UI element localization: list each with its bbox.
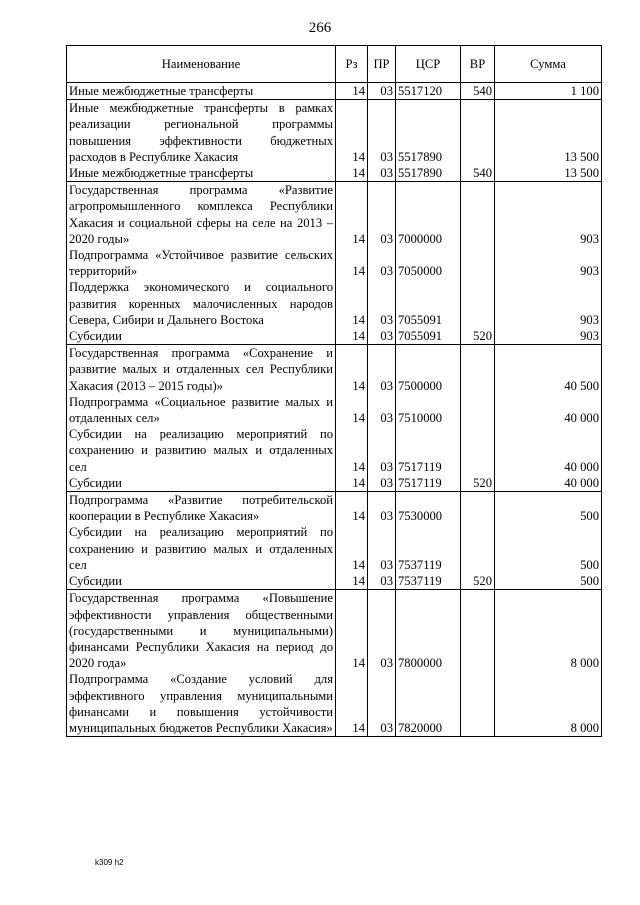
cell-pr: 03: [368, 100, 396, 165]
table-row: [67, 182, 602, 247]
cell-name: Подпрограмма «Развитие потребительской кооперации в Республике Хакасия»: [67, 492, 336, 525]
table-body: [67, 83, 602, 737]
cell-sum: 1 100: [495, 83, 602, 100]
cell-sum: 40 000: [495, 426, 602, 475]
header-csr: ЦСР: [396, 46, 461, 83]
cell-csr: 7820000: [396, 671, 461, 736]
cell-csr: 5517890: [396, 165, 461, 182]
cell-rz: 14: [336, 590, 368, 672]
cell-sum: 903: [495, 182, 602, 247]
table-row: [67, 165, 602, 182]
cell-sum: 8 000: [495, 590, 602, 672]
cell-sum: 13 500: [495, 165, 602, 182]
cell-rz: 14: [336, 475, 368, 492]
cell-name: Государственная программа «Сохранение и развитие малых и отдаленных сел Республики Хакасия (2013 – 2015 годы)»: [67, 345, 336, 394]
cell-vr: 520: [461, 475, 495, 492]
header-name: Наименование: [67, 46, 336, 83]
cell-rz: 14: [336, 573, 368, 590]
cell-csr: 7050000: [396, 247, 461, 279]
table-row: [67, 279, 602, 328]
cell-rz: 14: [336, 100, 368, 165]
table-row: [67, 590, 602, 672]
cell-pr: 03: [368, 671, 396, 736]
cell-pr: 03: [368, 492, 396, 525]
cell-vr: 520: [461, 328, 495, 345]
table-row: [67, 83, 602, 100]
cell-vr: [461, 182, 495, 247]
cell-vr: [461, 524, 495, 573]
cell-csr: 7055091: [396, 279, 461, 328]
header-rz: Рз: [336, 46, 368, 83]
cell-rz: 14: [336, 328, 368, 345]
cell-csr: 7000000: [396, 182, 461, 247]
cell-vr: [461, 590, 495, 672]
table-row: [67, 100, 602, 165]
cell-pr: 03: [368, 279, 396, 328]
cell-csr: 7510000: [396, 394, 461, 426]
cell-name: Подпрограмма «Создание условий для эффективного управления муниципальными финансами и повышения устойчивости муниципальных бюджетов Республики Хакасия»: [67, 671, 336, 736]
cell-name: Подпрограмма «Устойчивое развитие сельских территорий»: [67, 247, 336, 279]
cell-rz: 14: [336, 426, 368, 475]
cell-pr: 03: [368, 573, 396, 590]
cell-vr: [461, 345, 495, 394]
cell-vr: [461, 247, 495, 279]
cell-pr: 03: [368, 247, 396, 279]
cell-csr: 7500000: [396, 345, 461, 394]
cell-rz: 14: [336, 182, 368, 247]
cell-name: Государственная программа «Развитие агропромышленного комплекса Республики Хакасия и социальной сферы на селе на 2013 – 2020 годы»: [67, 182, 336, 247]
cell-rz: 14: [336, 165, 368, 182]
cell-rz: 14: [336, 345, 368, 394]
cell-name: Субсидии на реализацию мероприятий по сохранению и развитию малых и отдаленных сел: [67, 524, 336, 573]
footer-code: k309 h2: [95, 858, 124, 867]
cell-rz: 14: [336, 83, 368, 100]
cell-rz: 14: [336, 394, 368, 426]
cell-csr: 7530000: [396, 492, 461, 525]
table-row: [67, 492, 602, 525]
header-vr: ВР: [461, 46, 495, 83]
cell-rz: 14: [336, 492, 368, 525]
cell-csr: 7537119: [396, 524, 461, 573]
cell-pr: 03: [368, 328, 396, 345]
cell-vr: 540: [461, 83, 495, 100]
cell-name: Субсидии: [67, 475, 336, 492]
budget-table: [66, 45, 602, 737]
cell-pr: 03: [368, 165, 396, 182]
cell-vr: 540: [461, 165, 495, 182]
cell-rz: 14: [336, 671, 368, 736]
cell-name: Государственная программа «Повышение эффективности управления общественными (государственными и муниципальными) финансами Республики Хакасия на период до 2020 года»: [67, 590, 336, 672]
cell-sum: 903: [495, 328, 602, 345]
cell-name: Поддержка экономического и социального развития коренных малочисленных народов Севера, Сибири и Дальнего Востока: [67, 279, 336, 328]
cell-csr: 7517119: [396, 426, 461, 475]
header-pr: ПР: [368, 46, 396, 83]
cell-pr: 03: [368, 345, 396, 394]
table-row: [67, 671, 602, 736]
cell-rz: 14: [336, 279, 368, 328]
table-row: [67, 573, 602, 590]
table-row: [67, 328, 602, 345]
cell-pr: 03: [368, 475, 396, 492]
table-row: [67, 394, 602, 426]
cell-sum: 500: [495, 492, 602, 525]
cell-csr: 7800000: [396, 590, 461, 672]
table-row: [67, 475, 602, 492]
cell-vr: [461, 671, 495, 736]
cell-vr: [461, 426, 495, 475]
cell-sum: 13 500: [495, 100, 602, 165]
cell-pr: 03: [368, 394, 396, 426]
cell-csr: 5517890: [396, 100, 461, 165]
cell-rz: 14: [336, 247, 368, 279]
table-header-row: [67, 46, 602, 83]
cell-sum: 40 000: [495, 394, 602, 426]
cell-pr: 03: [368, 426, 396, 475]
cell-vr: 520: [461, 573, 495, 590]
cell-csr: 7537119: [396, 573, 461, 590]
cell-sum: 903: [495, 279, 602, 328]
cell-name: Субсидии: [67, 573, 336, 590]
cell-csr: 5517120: [396, 83, 461, 100]
cell-name: Подпрограмма «Социальное развитие малых и отдаленных сел»: [67, 394, 336, 426]
cell-name: Субсидии: [67, 328, 336, 345]
cell-sum: 40 000: [495, 475, 602, 492]
cell-rz: 14: [336, 524, 368, 573]
cell-sum: 8 000: [495, 671, 602, 736]
cell-name: Иные межбюджетные трансферты в рамках реализации региональной программы повышения эффективности бюджетных расходов в Республике Хакасия: [67, 100, 336, 165]
cell-vr: [461, 394, 495, 426]
table-row: [67, 426, 602, 475]
table-row: [67, 247, 602, 279]
table-row: [67, 345, 602, 394]
cell-pr: 03: [368, 182, 396, 247]
cell-vr: [461, 100, 495, 165]
cell-sum: 500: [495, 573, 602, 590]
cell-sum: 500: [495, 524, 602, 573]
cell-pr: 03: [368, 590, 396, 672]
cell-sum: 903: [495, 247, 602, 279]
cell-csr: 7055091: [396, 328, 461, 345]
cell-vr: [461, 492, 495, 525]
cell-name: Субсидии на реализацию мероприятий по сохранению и развитию малых и отдаленных сел: [67, 426, 336, 475]
cell-name: Иные межбюджетные трансферты: [67, 83, 336, 100]
cell-vr: [461, 279, 495, 328]
header-sum: Сумма: [495, 46, 602, 83]
cell-pr: 03: [368, 83, 396, 100]
cell-sum: 40 500: [495, 345, 602, 394]
cell-pr: 03: [368, 524, 396, 573]
cell-csr: 7517119: [396, 475, 461, 492]
table-row: [67, 524, 602, 573]
cell-name: Иные межбюджетные трансферты: [67, 165, 336, 182]
page-number: 266: [308, 20, 332, 36]
